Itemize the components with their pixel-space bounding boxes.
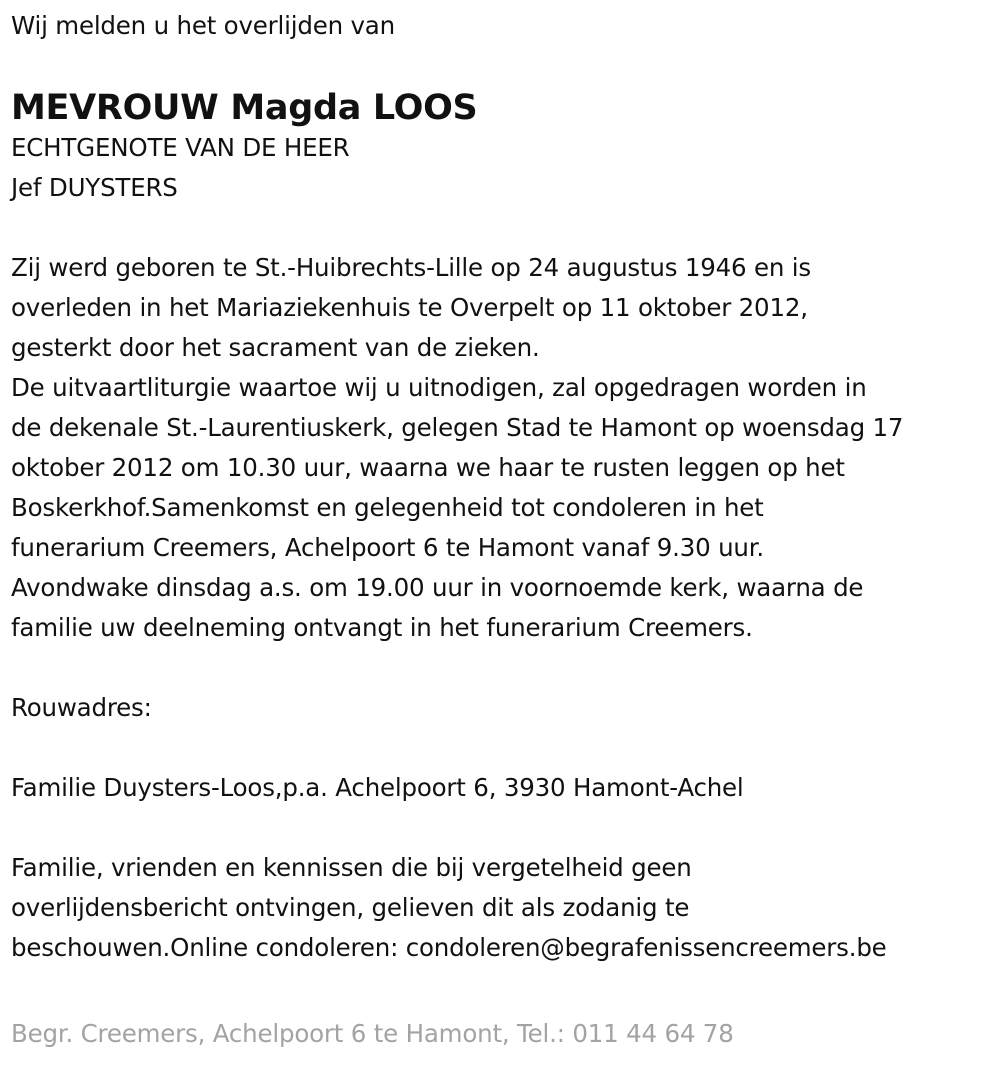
- death-notice: [11, 6, 996, 968]
- spouse-name: Jef DUYSTERS: [11, 173, 178, 202]
- closing-line: beschouwen.Online condoleren: condoleren@begrafenissencreemers.be: [11, 933, 887, 962]
- body-line: overleden in het Mariaziekenhuis te Overpelt op 11 oktober 2012,: [11, 293, 808, 322]
- body-line: Boskerkhof.Samenkomst en gelegenheid tot condoleren in het: [11, 493, 764, 522]
- body-line: Zij werd geboren te St.-Huibrechts-Lille op 24 augustus 1946 en is: [11, 253, 811, 282]
- address-text: Familie Duysters-Loos,p.a. Achelpoort 6, 3930 Hamont-Achel: [11, 773, 744, 802]
- relation-text: ECHTGENOTE VAN DE HEER: [11, 133, 350, 162]
- body-line: de dekenale St.-Laurentiuskerk, gelegen Stad te Hamont op woensdag 17: [11, 413, 904, 442]
- deceased-name: MEVROUW Magda LOOS: [11, 88, 478, 128]
- closing-paragraph: [11, 848, 996, 968]
- intro-text: Wij melden u het overlijden van: [11, 11, 395, 40]
- body-line: oktober 2012 om 10.30 uur, waarna we haar te rusten leggen op het: [11, 453, 845, 482]
- closing-line: overlijdensbericht ontvingen, gelieven dit als zodanig te: [11, 893, 690, 922]
- body-paragraph: [11, 248, 996, 648]
- funeral-home-footer: Begr. Creemers, Achelpoort 6 te Hamont, Tel.: 011 44 64 78: [11, 1019, 734, 1048]
- body-line: familie uw deelneming ontvangt in het funerarium Creemers.: [11, 613, 753, 642]
- body-line: De uitvaartliturgie waartoe wij u uitnodigen, zal opgedragen worden in: [11, 373, 867, 402]
- closing-line: Familie, vrienden en kennissen die bij vergetelheid geen: [11, 853, 692, 882]
- body-line: gesterkt door het sacrament van de zieken.: [11, 333, 540, 362]
- address-label: Rouwadres:: [11, 693, 152, 722]
- body-line: Avondwake dinsdag a.s. om 19.00 uur in voornoemde kerk, waarna de: [11, 573, 864, 602]
- body-line: funerarium Creemers, Achelpoort 6 te Hamont vanaf 9.30 uur.: [11, 533, 764, 562]
